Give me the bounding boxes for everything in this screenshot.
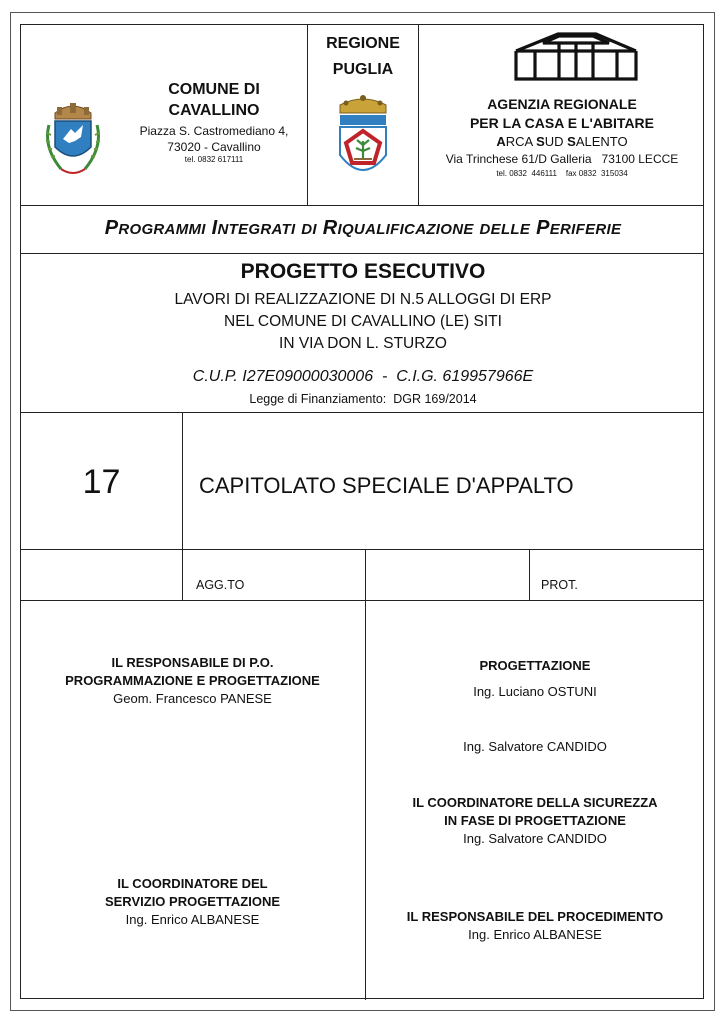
comune-title: [121, 79, 307, 121]
responsabile-po-block: [21, 654, 364, 708]
comune-tel: tel. 0832 617111: [184, 155, 244, 164]
coordinatore-sicurezza-role-line2: IN FASE DI PROGETTAZIONE: [444, 813, 626, 828]
programmi-word-5: DELLE: [479, 221, 531, 238]
divider-revision-v: [529, 549, 530, 600]
coordinatore-sicurezza-role-line1: IL COORDINATORE DELLA SICUREZZA: [412, 795, 658, 810]
agenzia-title: [419, 95, 705, 133]
arca-building-logo-icon: [513, 31, 639, 81]
arca-rest-alento: ALENTO: [575, 134, 628, 149]
comune-title-line1: COMUNE DI: [168, 81, 260, 98]
comune-address: [121, 123, 307, 155]
agenzia-title-line1: AGENZIA REGIONALE: [487, 96, 637, 112]
divider-document-v: [182, 412, 183, 600]
progettazione-name2: Ing. Salvatore CANDIDO: [463, 739, 607, 754]
document-number: 17: [82, 463, 121, 501]
programmi-word-6: PERIFERIE: [536, 217, 622, 239]
progetto-description-line3: IN VIA DON L. STURZO: [279, 335, 447, 352]
regione-line2: PUGLIA: [332, 61, 394, 78]
coordinatore-servizio-name: Ing. Enrico ALBANESE: [125, 912, 260, 927]
title-block: [20, 24, 704, 999]
responsabile-po-name: Geom. Francesco PANESE: [113, 691, 272, 706]
prot-label: PROT.: [541, 578, 578, 592]
coordinatore-servizio-role-line2: SERVIZIO PROGETTAZIONE: [104, 894, 281, 909]
responsabile-procedimento-role: IL RESPONSABILE DEL PROCEDIMENTO: [406, 909, 664, 924]
agenzia-address: Via Trinchese 61/D Galleria 73100 LECCE: [445, 152, 679, 166]
agg-label: AGG.TO: [196, 578, 245, 592]
regione-crest-icon: [334, 93, 392, 183]
arca-initial-s1: S: [536, 134, 545, 149]
progettazione-role: PROGETTAZIONE: [479, 658, 591, 673]
responsabile-procedimento-name: Ing. Enrico ALBANESE: [468, 927, 602, 942]
divider-header: [21, 205, 703, 206]
regione-line1: REGIONE: [326, 35, 400, 52]
responsabile-po-role-line1: IL RESPONSABILE DI P.O.: [111, 655, 274, 670]
divider-revision: [21, 600, 703, 601]
progettazione-name1: Ing. Luciano OSTUNI: [473, 684, 597, 699]
comune-title-line2: CAVALLINO: [168, 102, 260, 119]
cup-cig-code: C.U.P. I27E09000030006 - C.I.G. 619957966E: [192, 368, 534, 385]
arca-rest-ud: UD: [544, 134, 568, 149]
agenzia-title-line2: PER LA CASA E L'ABITARE: [469, 115, 655, 131]
document-title: CAPITOLATO SPECIALE D'APPALTO: [199, 473, 574, 498]
legge-finanziamento: Legge di Finanziamento: DGR 169/2014: [249, 392, 477, 406]
progetto-description-line1: LAVORI DI REALIZZAZIONE DI N.5 ALLOGGI DI ERP: [174, 291, 552, 308]
programmi-word-1: PROGRAMMI: [104, 217, 206, 239]
divider-document: [21, 549, 703, 550]
responsabile-procedimento-block: [365, 908, 705, 944]
arca-rest-rca: RCA: [505, 134, 537, 149]
comune-crest-icon: [41, 95, 105, 183]
programmi-heading: [21, 217, 705, 240]
progettazione-block: [365, 657, 705, 756]
programmi-word-4: RIQUALIFICAZIONE: [322, 217, 474, 239]
agenzia-tel: tel. 0832 446111 fax 0832 315034: [496, 169, 628, 178]
comune-address-line1: Piazza S. Castromediano 4,: [139, 124, 289, 138]
programmi-word-3: DI: [301, 221, 317, 238]
progetto-title: PROGETTO ESECUTIVO: [240, 260, 486, 283]
coordinatore-sicurezza-block: [365, 794, 705, 848]
progetto-description-line2: NEL COMUNE DI CAVALLINO (LE) SITI: [224, 313, 502, 330]
coordinatore-sicurezza-name: Ing. Salvatore CANDIDO: [463, 831, 607, 846]
responsabile-po-role-line2: PROGRAMMAZIONE E PROGETTAZIONE: [65, 673, 320, 688]
comune-address-line2: 73020 - Cavallino: [167, 140, 261, 154]
coordinatore-servizio-block: [21, 875, 364, 929]
arca-initial-a: A: [496, 134, 506, 149]
coordinatore-servizio-role-line1: IL COORDINATORE DEL: [117, 876, 268, 891]
agenzia-arca-name: [419, 133, 705, 150]
regione-title: [308, 31, 418, 83]
programmi-word-2: INTEGRATI: [211, 217, 296, 239]
divider-progetto: [21, 412, 703, 413]
divider-programmi: [21, 253, 703, 254]
arca-initial-s2: S: [567, 134, 576, 149]
